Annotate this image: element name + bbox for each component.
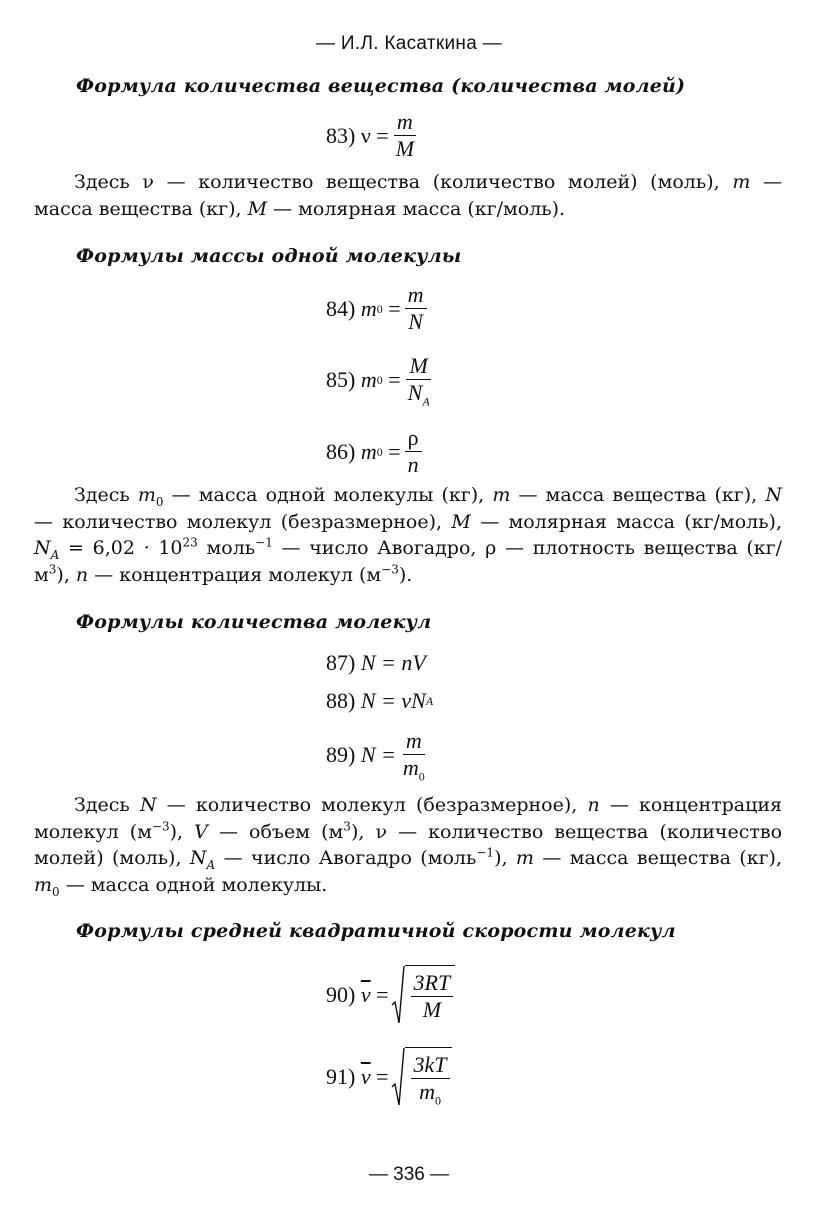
paragraph-molecule-count: Здесь N — количество молекул (безразмерное), n — концентрация молекул $(м^{-3})$, V — объем $(м^3)$, ν — количество вещества (количество молей) (моль), $N_A$ — число Авогадро (моль$^{-1}$), m — масса вещества (кг), $m_0$ — масса одной молекулы. <box>34 794 783 899</box>
fraction: $\frac{m}{N}$ <box>405 283 427 334</box>
equation-84: 84) m 0 = $\frac{m}{N}$ <box>326 283 427 334</box>
denominator: M <box>395 136 415 161</box>
fraction: $\frac{\rho}{n}$ <box>405 426 422 477</box>
fraction: $\frac{3kT}{m_0}$ <box>411 1053 450 1104</box>
section-heading-molecule-mass: Формулы массы одной молекулы <box>76 245 462 267</box>
section-heading-moles: Формула количества вещества (количества молей) <box>76 75 686 97</box>
fraction: $\frac{M}{N_A}$ <box>407 353 430 409</box>
equation-label: 83) <box>326 122 356 148</box>
square-root <box>391 965 456 1025</box>
section-heading-rms-speed: Формулы средней квадратичной скорости молекул <box>76 920 676 942</box>
equation-lhs: ν = <box>360 122 389 148</box>
paragraph-molecule-mass: Здесь $m_0$ — масса одной молекулы (кг), m — масса вещества (кг), N — количество молекул (безразмерное), M — молярная масса (кг/моль), $N_A = 6,02 \cdot 10^{23}$ моль$^{-1}$ — число Авогадро, ρ — плотность вещества $(кг/м^3)$, n — концентрация молекул $(м^{-3})$. <box>34 484 783 586</box>
equation-83 <box>326 110 417 161</box>
equation-91: 91) $\overline{v}$ = $\frac{3kT}{m_0}$ <box>326 1047 452 1107</box>
numerator: m <box>394 110 416 136</box>
equation-89: 89) N = $\frac{m}{m_0}$ <box>326 729 428 780</box>
fraction: $\frac{3RT}{M}$ <box>411 971 454 1022</box>
page-number: — 336 — <box>368 1164 450 1185</box>
paragraph-moles: Здесь ν — количество вещества (количество молей) (моль), m — масса вещества (кг), M — молярная масса (кг/моль). <box>34 171 783 220</box>
equation-87: 87) N = nV <box>326 650 426 675</box>
section-heading-molecule-count: Формулы количества молекул <box>76 611 432 633</box>
fraction <box>393 110 417 161</box>
square-root <box>391 1047 452 1107</box>
fraction: $\frac{m}{m_0}$ <box>402 728 425 784</box>
equation-85: 85) m 0 = $\frac{M}{N_A}$ <box>326 354 433 405</box>
equation-86: 86) m 0 = $\frac{\rho}{n}$ <box>326 426 422 477</box>
equation-90: 90) $\overline{v}$ = $\frac{3RT}{M}$ <box>326 965 455 1025</box>
equation-88: 88) N = ν N A <box>326 688 434 713</box>
running-header: — И.Л. Касаткина — <box>316 33 502 54</box>
